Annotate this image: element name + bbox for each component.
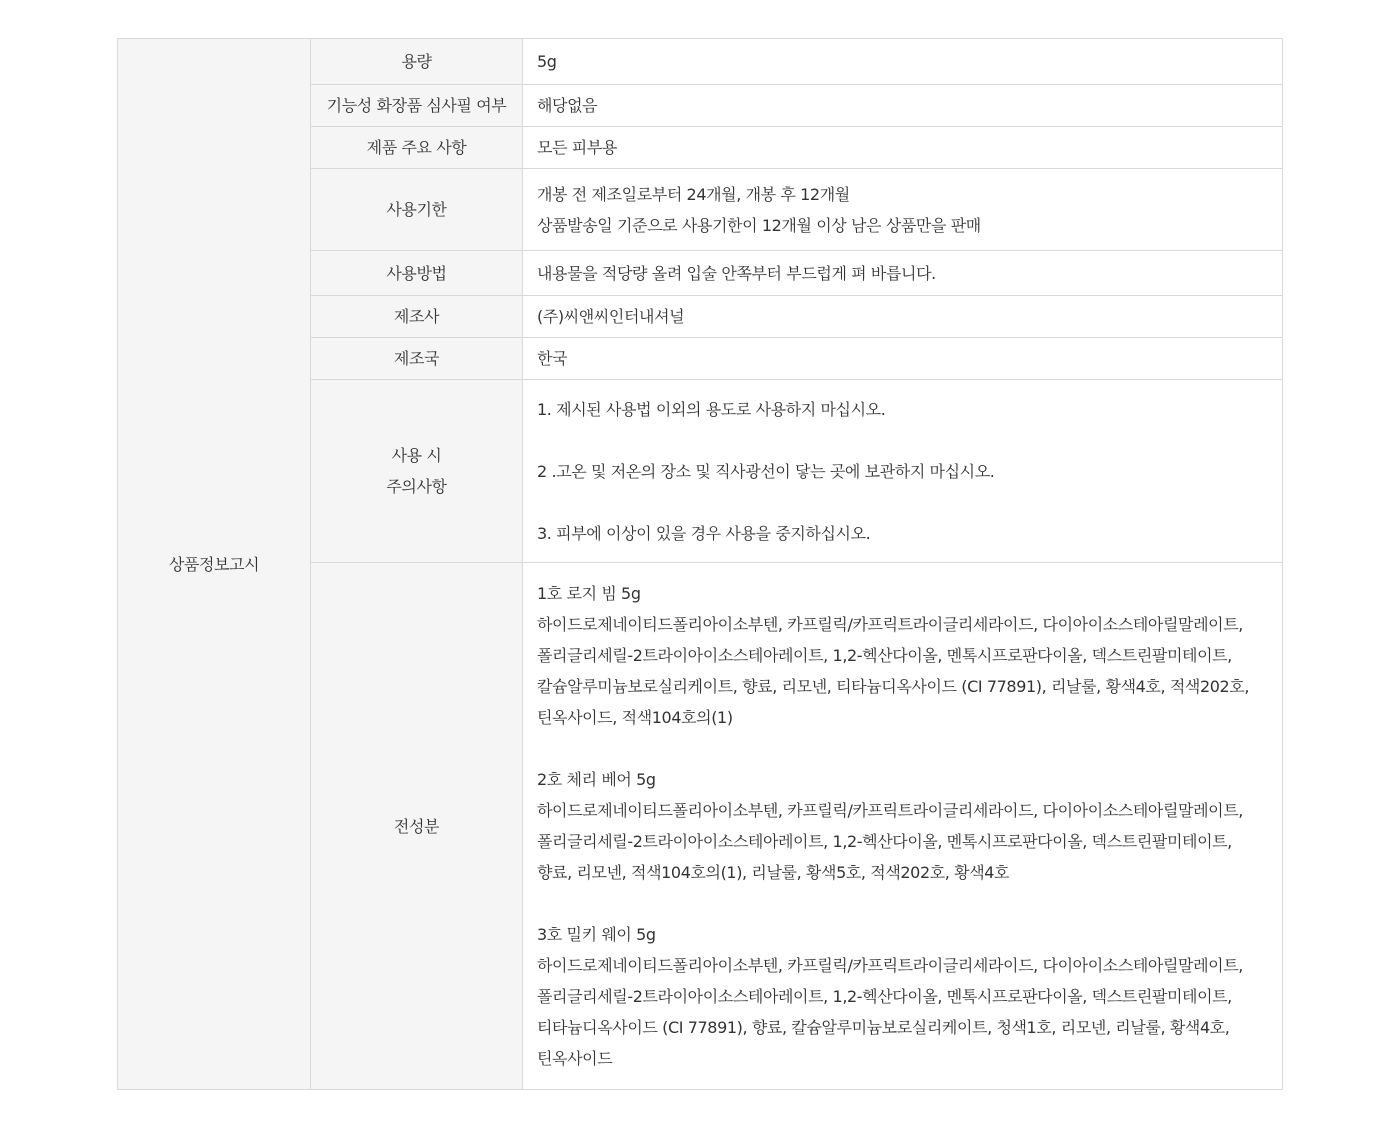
- row-value-manufacturer: (주)씨앤씨인터내셔널: [523, 296, 1283, 338]
- ingredient-group-text: 하이드로제네이티드폴리아이소부텐, 카프릴릭/카프릭트라이글리세라이드, 다이아이소스테아릴말레이트, 폴리글리세릴-2트라이아이소스테아레이트, 1,2-헥산다이올, 멘톡시프로판다이올, 덱스트린팔미테이트, 향료, 리모넨, 적색104호의(1), 리날룰, 황색5호, 적색202호, 황색4호: [537, 801, 1243, 882]
- caution-line: 2 .고온 및 저온의 장소 및 직사광선이 닿는 곳에 보관하지 마십시오.: [537, 461, 995, 481]
- row-label-expiry: 사용기한: [311, 169, 523, 251]
- row-label-manufacturer: 제조사: [311, 296, 523, 338]
- product-info-table: [117, 38, 1283, 1090]
- section-label: 상품정보고시: [118, 39, 311, 1090]
- row-value-functional-review: 해당없음: [523, 85, 1283, 127]
- ingredient-group-text: 하이드로제네이티드폴리아이소부텐, 카프릴릭/카프릭트라이글리세라이드, 다이아이소스테아릴말레이트, 폴리글리세릴-2트라이아이소스테아레이트, 1,2-헥산다이올, 멘톡시프로판다이올, 덱스트린팔미테이트, 티타늄디옥사이드 (CI 77891), 향료, 칼슘알루미늄보로실리케이트, 청색1호, 리모넨, 리날룰, 황색4호, 틴옥사이드: [537, 956, 1243, 1068]
- row-label-functional-review: 기능성 화장품 심사필 여부: [311, 85, 523, 127]
- row-value-capacity: 5g: [523, 39, 1283, 85]
- row-value-country: 한국: [523, 338, 1283, 380]
- row-label-ingredients: 전성분: [311, 563, 523, 1090]
- product-info-notice: [117, 38, 1283, 1090]
- caution-line: 1. 제시된 사용법 이외의 용도로 사용하지 마십시오.: [537, 399, 886, 419]
- ingredient-group-title: 2호 체리 베어 5g: [537, 770, 656, 789]
- row-label-country: 제조국: [311, 338, 523, 380]
- info-row-capacity: [118, 39, 1283, 85]
- ingredient-group-title: 3호 밀키 웨이 5g: [537, 925, 656, 944]
- row-label-main-notes: 제품 주요 사항: [311, 127, 523, 169]
- ingredient-group: [537, 764, 1282, 888]
- caution-label-text: 사용 시 주의사항: [386, 446, 447, 496]
- row-value-usage: 내용물을 적당량 올려 입술 안쪽부터 부드럽게 펴 바릅니다.: [523, 251, 1283, 296]
- row-value-caution: [523, 380, 1283, 563]
- caution-line: 3. 피부에 이상이 있을 경우 사용을 중지하십시오.: [537, 523, 871, 543]
- row-label-caution: [311, 380, 523, 563]
- ingredient-group: [537, 919, 1282, 1074]
- row-value-main-notes: 모든 피부용: [523, 127, 1283, 169]
- row-value-ingredients: [523, 563, 1283, 1090]
- ingredient-group: [537, 578, 1282, 733]
- row-value-expiry: 개봉 전 제조일로부터 24개월, 개봉 후 12개월 상품발송일 기준으로 사용기한이 12개월 이상 남은 상품만을 판매: [523, 169, 1283, 251]
- ingredient-group-title: 1호 로지 빔 5g: [537, 584, 641, 603]
- row-label-usage: 사용방법: [311, 251, 523, 296]
- row-label-capacity: 용량: [311, 39, 523, 85]
- ingredient-group-text: 하이드로제네이티드폴리아이소부텐, 카프릴릭/카프릭트라이글리세라이드, 다이아이소스테아릴말레이트, 폴리글리세릴-2트라이아이소스테아레이트, 1,2-헥산다이올, 멘톡시프로판다이올, 덱스트린팔미테이트, 칼슘알루미늄보로실리케이트, 향료, 리모넨, 티타늄디옥사이드 (CI 77891), 리날룰, 황색4호, 적색202호, 틴옥사이드, 적색104호의(1): [537, 615, 1250, 727]
